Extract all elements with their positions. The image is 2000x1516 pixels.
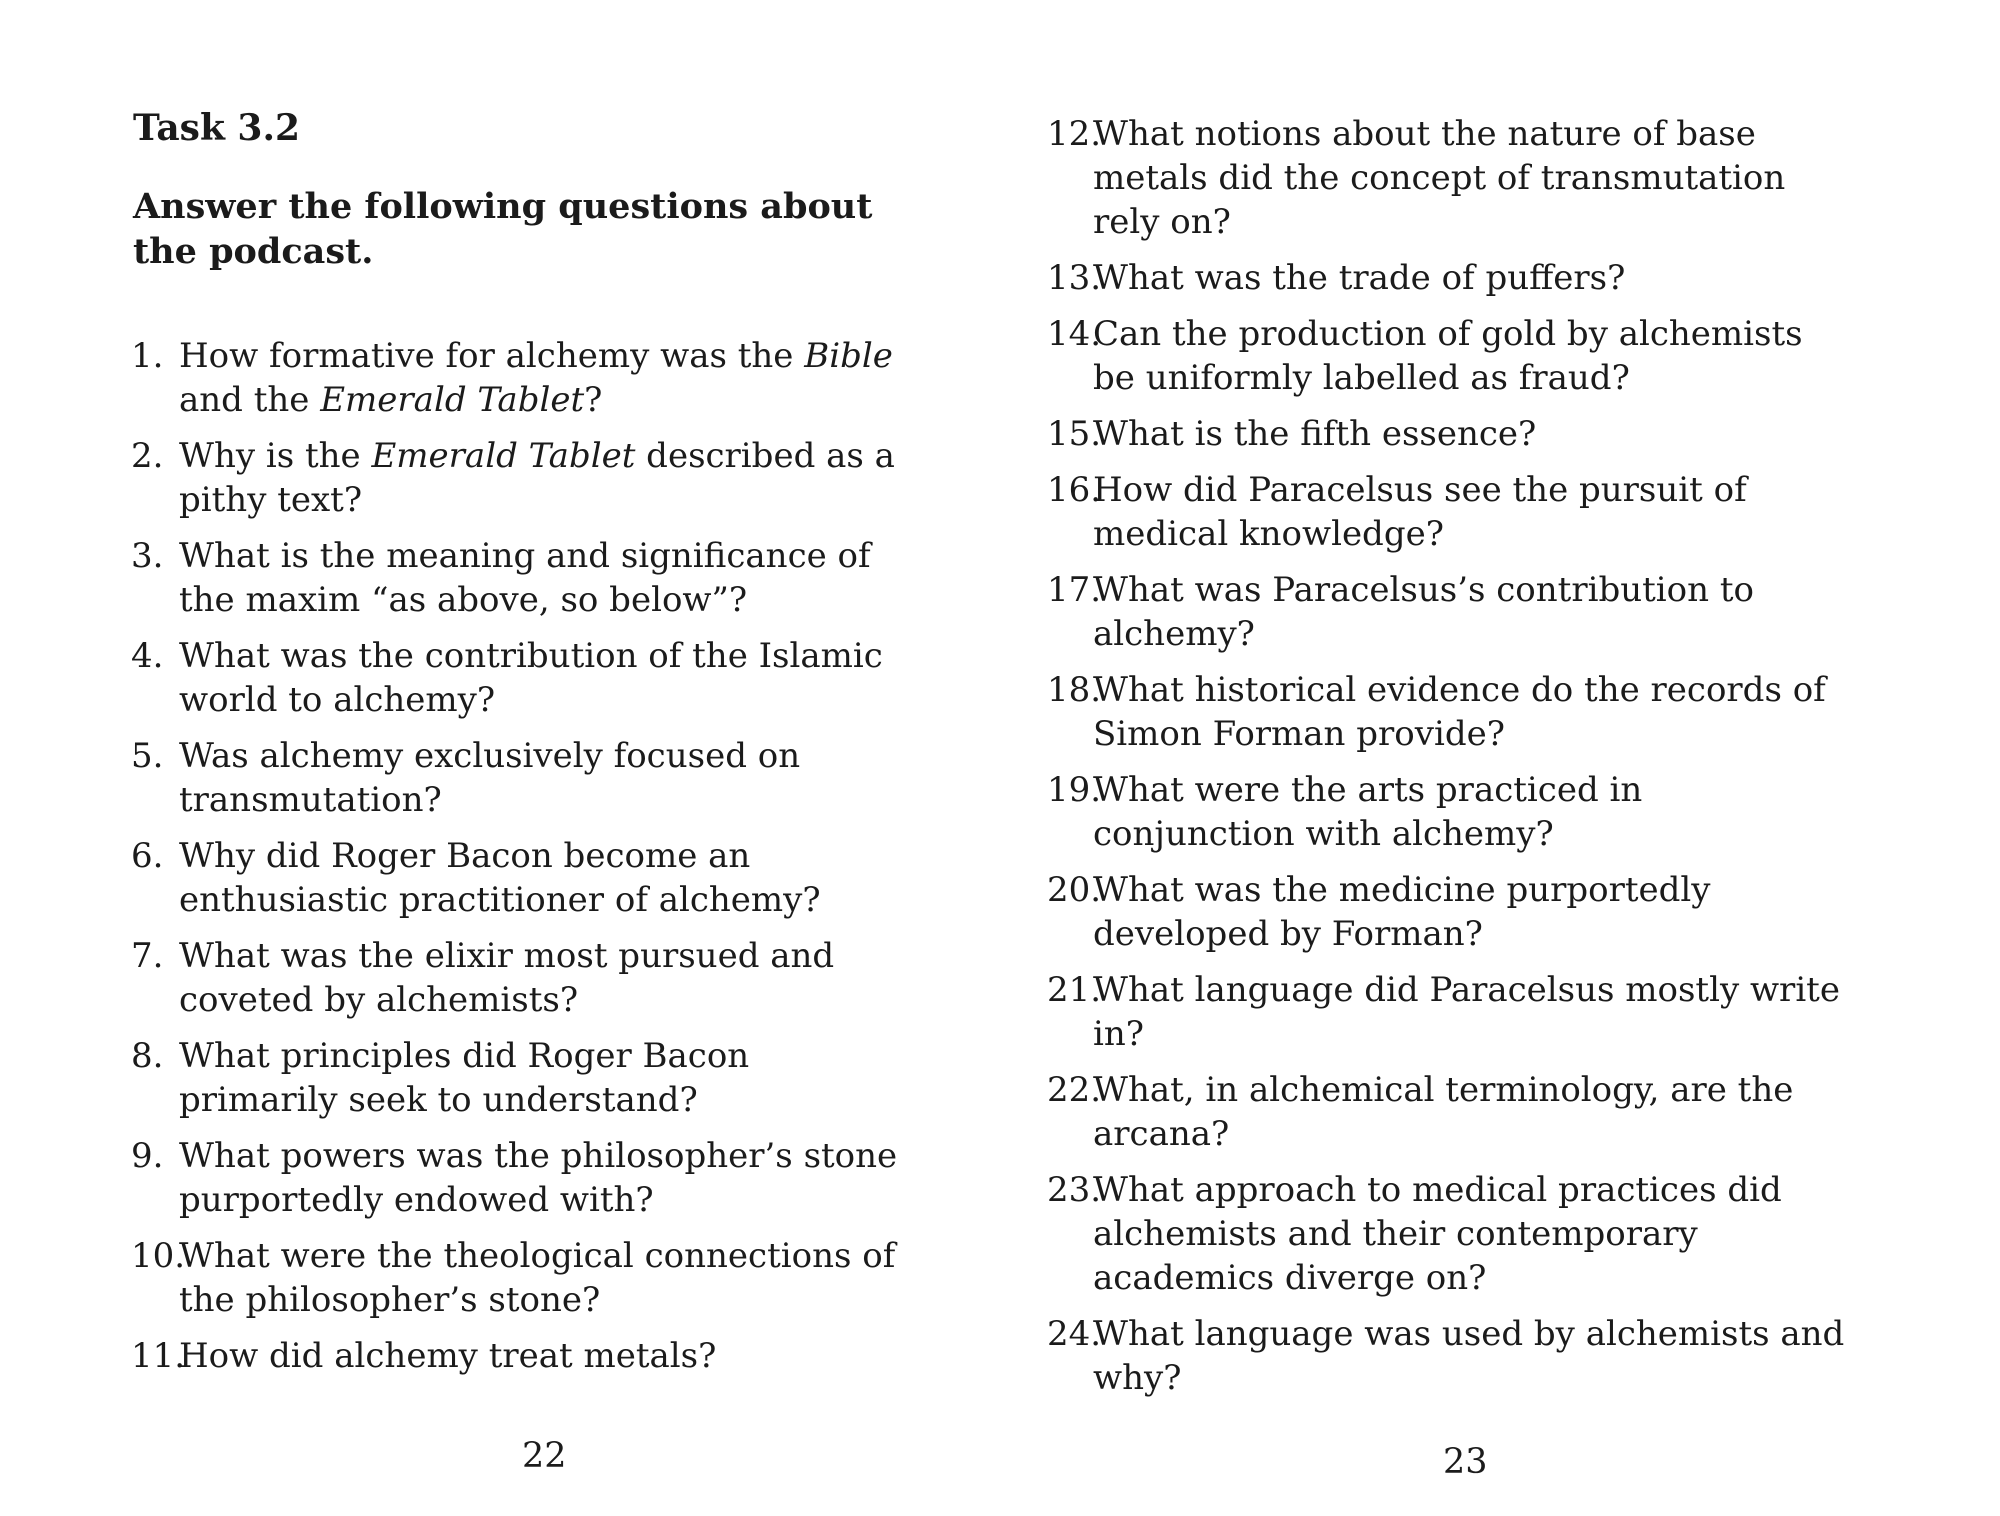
question-text: What language was used by alchemists and why? <box>1093 1314 1845 1398</box>
question-list-right <box>1047 112 1847 1412</box>
question-list-left <box>131 334 911 1390</box>
question-item <box>131 634 911 722</box>
question-item <box>131 1234 911 1322</box>
question-item <box>131 934 911 1022</box>
question-item <box>131 534 911 622</box>
book-title: Bible <box>804 336 893 376</box>
question-number: 14. <box>1047 314 1102 354</box>
question-item <box>1047 412 1847 456</box>
question-number: 4. <box>131 636 164 676</box>
question-item <box>131 334 911 422</box>
question-number: 20. <box>1047 870 1102 910</box>
question-text: What was the contribution of the Islamic world to alchemy? <box>179 636 883 720</box>
question-text: What was the medicine purportedly developed by Forman? <box>1093 870 1711 954</box>
question-number: 21. <box>1047 970 1102 1010</box>
question-item <box>1047 668 1847 756</box>
question-item <box>1047 312 1847 400</box>
question-number: 3. <box>131 536 164 576</box>
question-item <box>131 1134 911 1222</box>
book-title: Emerald Tablet <box>320 380 585 420</box>
question-item <box>1047 112 1847 244</box>
question-number: 5. <box>131 736 164 776</box>
question-number: 17. <box>1047 570 1102 610</box>
question-text: How did Paracelsus see the pursuit of medical knowledge? <box>1093 470 1747 554</box>
question-number: 13. <box>1047 258 1102 298</box>
question-number: 2. <box>131 436 164 476</box>
question-number: 9. <box>131 1136 164 1176</box>
question-number: 1. <box>131 336 164 376</box>
right-page <box>1000 0 2000 1516</box>
question-number: 22. <box>1047 1070 1102 1110</box>
question-text: Why is the Emerald Tablet described as a pithy text? <box>179 436 895 520</box>
question-number: 8. <box>131 1036 164 1076</box>
question-item <box>131 734 911 822</box>
question-item <box>1047 868 1847 956</box>
question-text: What is the meaning and significance of the maxim “as above, so below”? <box>179 536 871 620</box>
question-item <box>1047 1168 1847 1300</box>
question-text: What is the fifth essence? <box>1093 414 1537 454</box>
question-text: What was the elixir most pursued and coveted by alchemists? <box>179 936 835 1020</box>
question-number: 11. <box>131 1336 186 1376</box>
question-text: Can the production of gold by alchemists be uniformly labelled as fraud? <box>1093 314 1803 398</box>
question-text: What were the arts practiced in conjunction with alchemy? <box>1093 770 1643 854</box>
question-text: What was the trade of puffers? <box>1093 258 1626 298</box>
question-number: 15. <box>1047 414 1102 454</box>
question-number: 23. <box>1047 1170 1102 1210</box>
task-instruction: Answer the following questions about the podcast. <box>133 186 873 272</box>
question-text: What powers was the philosopher’s stone purportedly endowed with? <box>179 1136 898 1220</box>
question-number: 10. <box>131 1236 186 1276</box>
question-item <box>1047 1068 1847 1156</box>
question-text: What, in alchemical terminology, are the arcana? <box>1093 1070 1794 1154</box>
question-number: 19. <box>1047 770 1102 810</box>
question-number: 7. <box>131 936 164 976</box>
question-number: 6. <box>131 836 164 876</box>
page-number-right: 23 <box>1443 1442 1488 1482</box>
page-number-left: 22 <box>522 1436 567 1476</box>
question-number: 12. <box>1047 114 1102 154</box>
question-number: 18. <box>1047 670 1102 710</box>
question-item <box>1047 768 1847 856</box>
question-text: What historical evidence do the records of Simon Forman provide? <box>1093 670 1826 754</box>
question-item <box>1047 1312 1847 1400</box>
question-text: What were the theological connections of the philosopher’s stone? <box>179 1236 896 1320</box>
question-item <box>131 434 911 522</box>
question-text: How did alchemy treat metals? <box>179 1336 717 1376</box>
question-text: What language did Paracelsus mostly write in? <box>1093 970 1840 1054</box>
question-number: 24. <box>1047 1314 1102 1354</box>
question-item <box>1047 468 1847 556</box>
question-number: 16. <box>1047 470 1102 510</box>
question-text: What was Paracelsus’s contribution to alchemy? <box>1093 570 1754 654</box>
question-item <box>1047 568 1847 656</box>
question-item <box>1047 968 1847 1056</box>
book-title: Emerald Tablet <box>371 436 636 476</box>
question-item <box>131 1034 911 1122</box>
question-text: What principles did Roger Bacon primarily seek to understand? <box>179 1036 750 1120</box>
question-text: What approach to medical practices did alchemists and their contemporary academics diverge on? <box>1093 1170 1782 1298</box>
task-title: Task 3.2 <box>133 107 301 149</box>
question-text: Why did Roger Bacon become an enthusiastic practitioner of alchemy? <box>179 836 821 920</box>
question-text: Was alchemy exclusively focused on transmutation? <box>179 736 801 820</box>
question-item <box>131 1334 911 1378</box>
question-item <box>1047 256 1847 300</box>
question-text: How formative for alchemy was the Bible and the Emerald Tablet? <box>179 336 893 420</box>
question-item <box>131 834 911 922</box>
question-text: What notions about the nature of base metals did the concept of transmutation rely on? <box>1093 114 1786 242</box>
